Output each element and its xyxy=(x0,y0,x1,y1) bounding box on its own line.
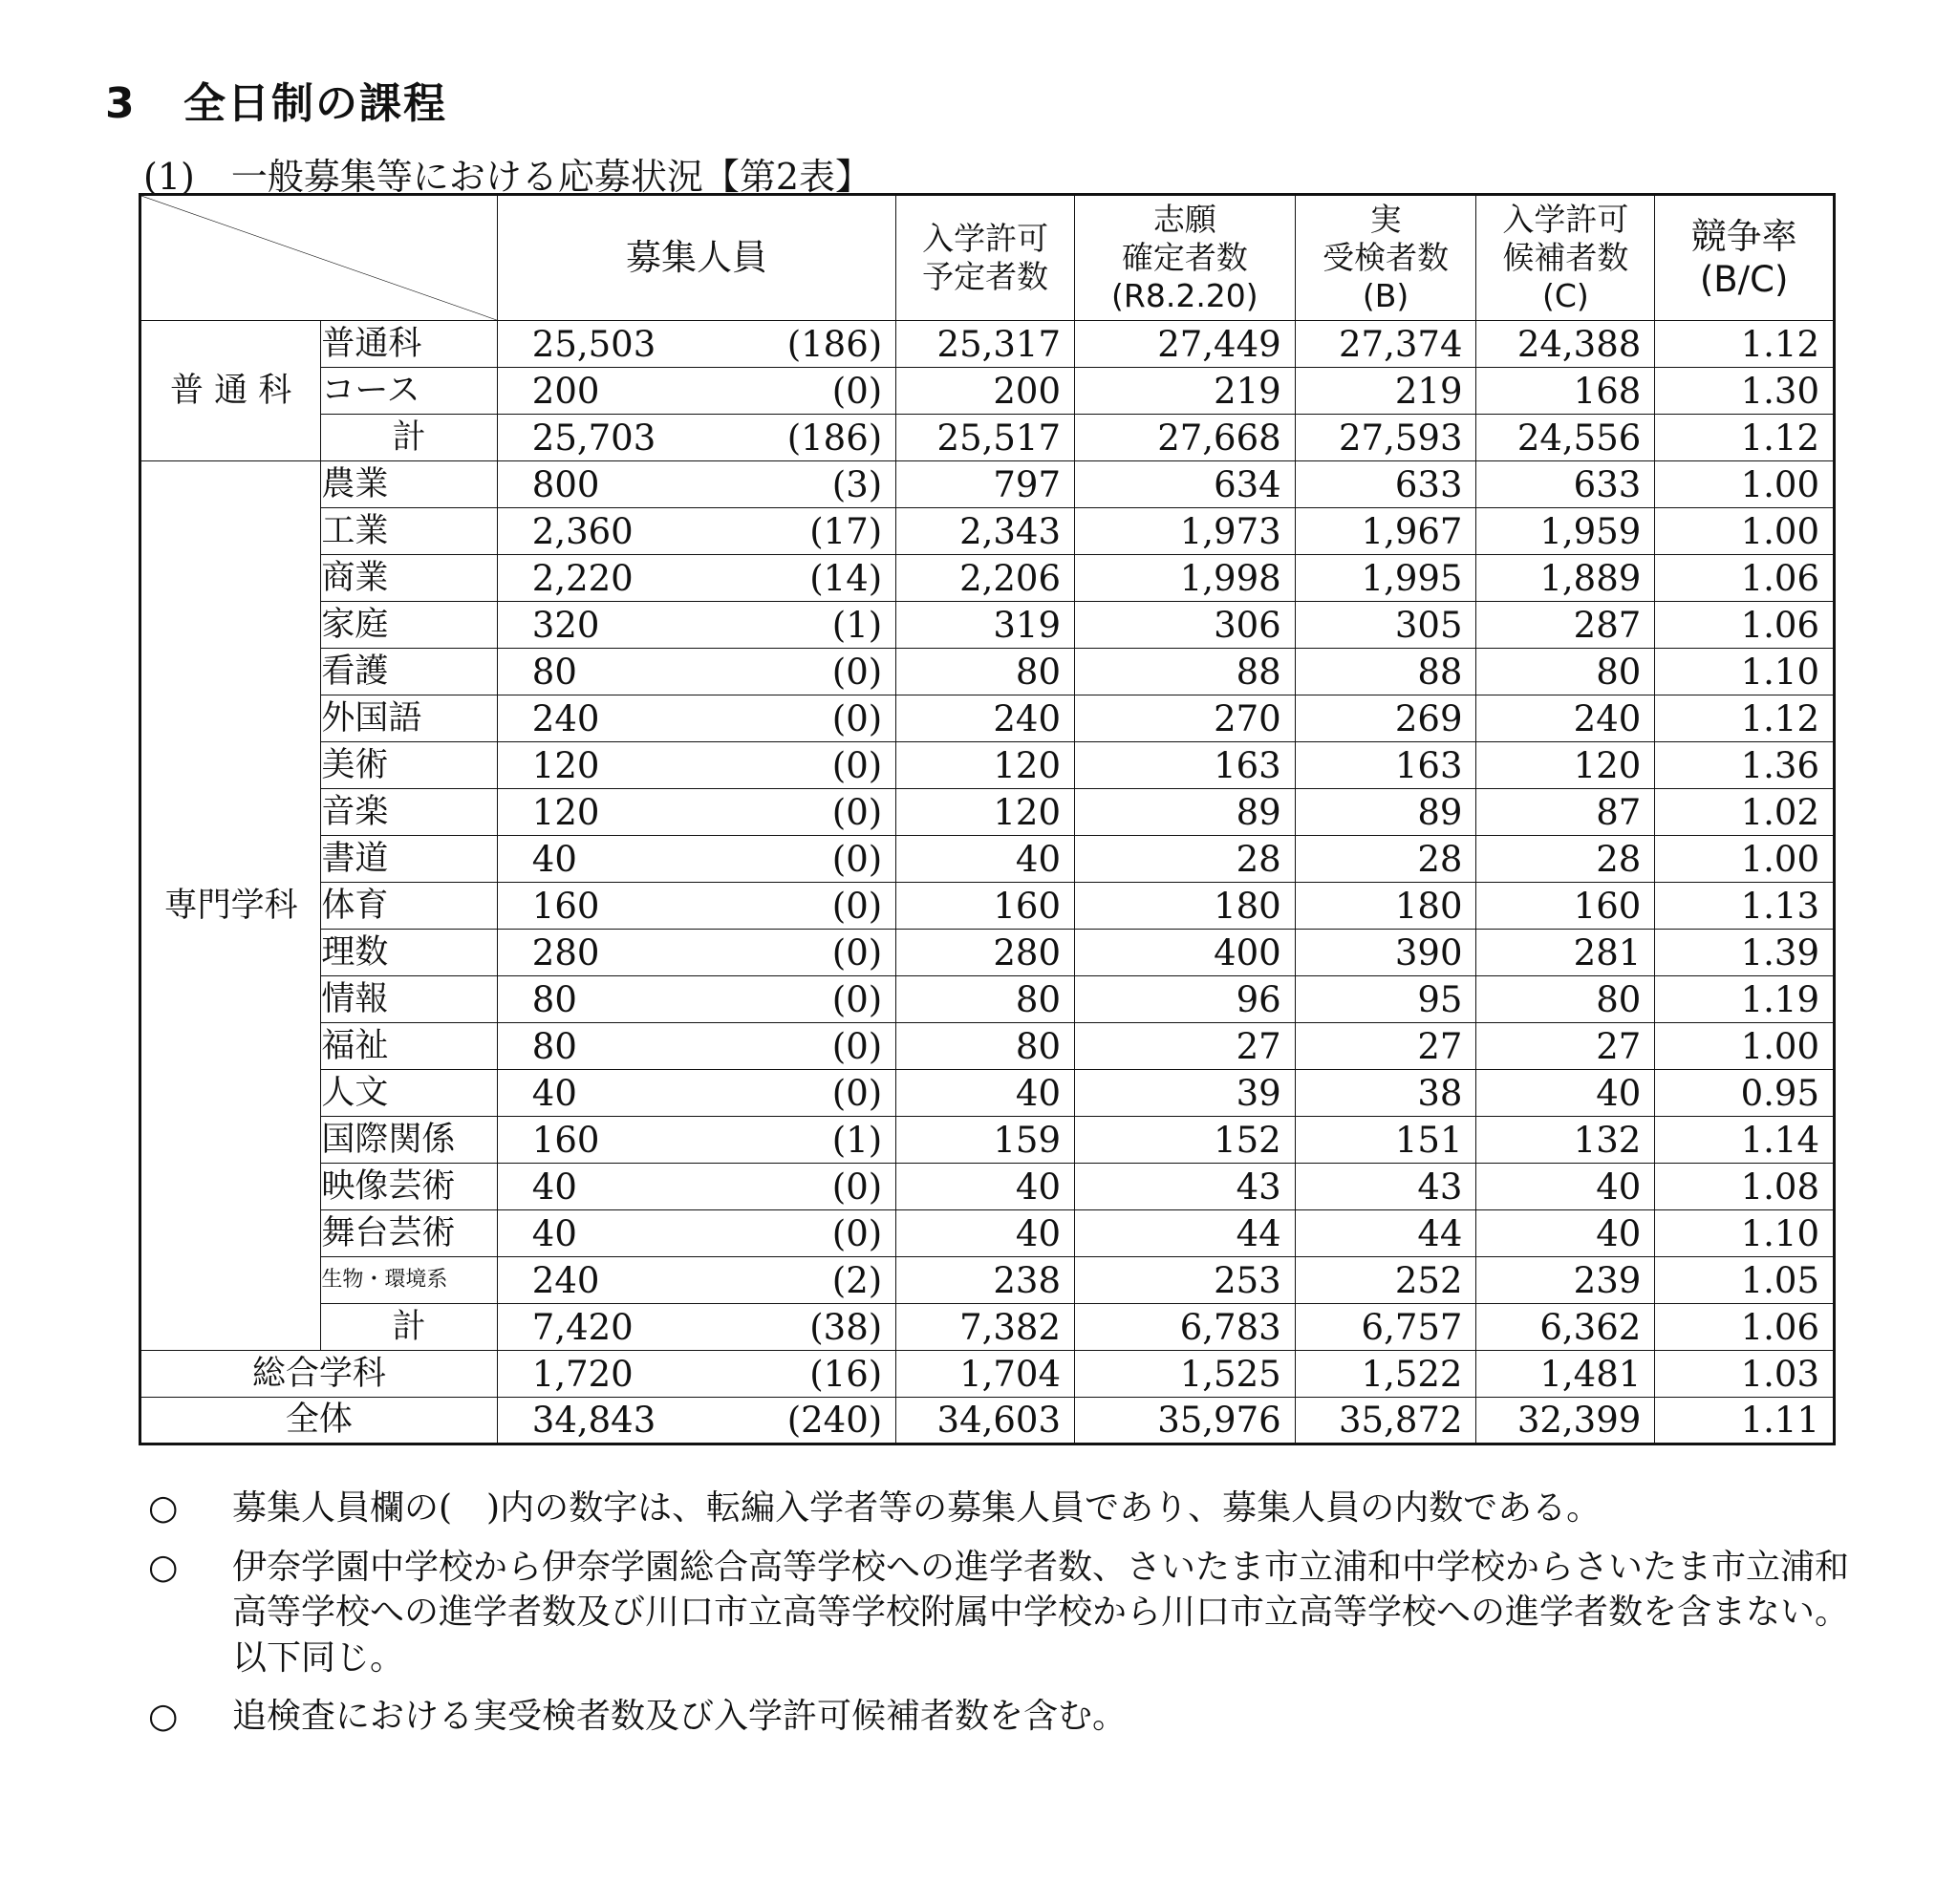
header-admit-planned-line1: 入学許可 xyxy=(922,219,1049,257)
transfer-value: (0) xyxy=(831,931,883,973)
cell-recruit xyxy=(497,461,895,508)
row-label: 商業 xyxy=(321,555,497,602)
cell-planned: 40 xyxy=(896,1070,1075,1117)
table-row xyxy=(140,1210,1835,1257)
cell-applicants: 27,449 xyxy=(1075,321,1296,368)
application-status-table xyxy=(139,193,1836,1445)
transfer-value: (0) xyxy=(831,370,883,412)
header-candidates xyxy=(1476,195,1655,321)
row-label: 国際関係 xyxy=(321,1117,497,1164)
cell-recruit xyxy=(497,508,895,555)
cell-recruit xyxy=(497,789,895,836)
header-recruit: 募集人員 xyxy=(497,195,895,321)
recruit-value: 25,703 xyxy=(531,417,656,459)
cell-recruit xyxy=(497,883,895,930)
section-number: 3 xyxy=(105,79,137,128)
cell-recruit xyxy=(497,976,895,1023)
cell-examinees: 95 xyxy=(1295,976,1476,1023)
cell-planned: 280 xyxy=(896,930,1075,976)
header-examinees-line2: 受検者数 xyxy=(1323,238,1450,276)
cell-examinees: 633 xyxy=(1295,461,1476,508)
note-item xyxy=(148,1545,1859,1681)
transfer-value: (0) xyxy=(831,838,883,880)
cell-recruit xyxy=(497,1023,895,1070)
table-subtitle: (1) 一般募集等における応募状況【第2表】 xyxy=(143,156,872,198)
cell-applicants: 1,973 xyxy=(1075,508,1296,555)
cell-applicants: 306 xyxy=(1075,602,1296,649)
cell-recruit xyxy=(497,1304,895,1351)
note-item xyxy=(148,1694,1859,1740)
cell-ratio: 1.30 xyxy=(1655,368,1835,415)
cell-examinees: 305 xyxy=(1295,602,1476,649)
cell-planned: 200 xyxy=(896,368,1075,415)
cell-recruit xyxy=(497,1351,895,1398)
note-mark: ○ xyxy=(148,1488,179,1528)
recruit-value: 7,420 xyxy=(531,1306,634,1348)
row-label: 計 xyxy=(321,415,497,461)
transfer-value: (240) xyxy=(786,1400,883,1441)
cell-candidates: 281 xyxy=(1476,930,1655,976)
cell-candidates: 239 xyxy=(1476,1257,1655,1304)
cell-candidates: 120 xyxy=(1476,742,1655,789)
row-label: 舞台芸術 xyxy=(321,1210,497,1257)
cell-examinees: 1,967 xyxy=(1295,508,1476,555)
cell-ratio: 1.06 xyxy=(1655,555,1835,602)
recruit-value: 40 xyxy=(531,1212,577,1254)
cell-planned: 240 xyxy=(896,695,1075,742)
table-row xyxy=(140,930,1835,976)
cell-examinees: 390 xyxy=(1295,930,1476,976)
cell-candidates: 1,481 xyxy=(1476,1351,1655,1398)
cell-applicants: 6,783 xyxy=(1075,1304,1296,1351)
recruit-value: 34,843 xyxy=(531,1400,656,1441)
row-label: 理数 xyxy=(321,930,497,976)
table-row xyxy=(140,976,1835,1023)
cell-candidates: 27 xyxy=(1476,1023,1655,1070)
transfer-value: (17) xyxy=(809,510,883,552)
cell-candidates: 32,399 xyxy=(1476,1398,1655,1444)
cell-recruit xyxy=(497,836,895,883)
recruit-value: 80 xyxy=(531,978,577,1020)
note-text: 募集人員欄の( )内の数字は、転編入学者等の募集人員であり、募集人員の内数である。 xyxy=(232,1488,1602,1528)
cell-examinees: 89 xyxy=(1295,789,1476,836)
table-row xyxy=(140,602,1835,649)
table-row xyxy=(140,321,1835,368)
recruit-value: 160 xyxy=(531,1119,600,1161)
cell-applicants: 253 xyxy=(1075,1257,1296,1304)
cell-planned: 2,343 xyxy=(896,508,1075,555)
cell-examinees: 163 xyxy=(1295,742,1476,789)
recruit-value: 240 xyxy=(531,697,600,739)
recruit-value: 25,503 xyxy=(531,323,656,365)
cell-ratio: 1.13 xyxy=(1655,883,1835,930)
table-row xyxy=(140,1164,1835,1210)
table-row xyxy=(140,789,1835,836)
transfer-value: (3) xyxy=(831,463,883,505)
header-ratio-line2: (B/C) xyxy=(1699,259,1789,300)
cell-applicants: 27,668 xyxy=(1075,415,1296,461)
cell-ratio: 1.12 xyxy=(1655,695,1835,742)
recruit-value: 2,360 xyxy=(531,510,634,552)
table-row xyxy=(140,555,1835,602)
cell-applicants: 1,998 xyxy=(1075,555,1296,602)
row-label: 書道 xyxy=(321,836,497,883)
cell-recruit xyxy=(497,1117,895,1164)
table-row xyxy=(140,415,1835,461)
cell-recruit xyxy=(497,321,895,368)
cell-candidates: 24,556 xyxy=(1476,415,1655,461)
cell-planned: 7,382 xyxy=(896,1304,1075,1351)
transfer-value: (0) xyxy=(831,697,883,739)
table-row xyxy=(140,368,1835,415)
section-title xyxy=(105,69,447,130)
transfer-value: (0) xyxy=(831,651,883,693)
cell-candidates: 1,959 xyxy=(1476,508,1655,555)
cell-examinees: 27,593 xyxy=(1295,415,1476,461)
cell-candidates: 40 xyxy=(1476,1164,1655,1210)
header-applicants-line1: 志願 xyxy=(1152,200,1216,238)
cell-candidates: 160 xyxy=(1476,883,1655,930)
cell-recruit xyxy=(497,1210,895,1257)
recruit-value: 160 xyxy=(531,885,600,927)
table-row xyxy=(140,1023,1835,1070)
row-label: 計 xyxy=(321,1304,497,1351)
cell-examinees: 1,995 xyxy=(1295,555,1476,602)
cell-ratio: 1.00 xyxy=(1655,461,1835,508)
cell-planned: 319 xyxy=(896,602,1075,649)
cell-candidates: 28 xyxy=(1476,836,1655,883)
recruit-value: 240 xyxy=(531,1259,600,1301)
table-row xyxy=(140,883,1835,930)
row-label: 普通科 xyxy=(321,321,497,368)
cell-recruit xyxy=(497,415,895,461)
table-row xyxy=(140,836,1835,883)
transfer-value: (0) xyxy=(831,791,883,833)
cell-recruit xyxy=(497,1070,895,1117)
note-item xyxy=(148,1486,1859,1531)
cell-ratio: 0.95 xyxy=(1655,1070,1835,1117)
cell-planned: 238 xyxy=(896,1257,1075,1304)
cell-candidates: 6,362 xyxy=(1476,1304,1655,1351)
cell-ratio: 1.36 xyxy=(1655,742,1835,789)
cell-applicants: 35,976 xyxy=(1075,1398,1296,1444)
header-ratio xyxy=(1655,195,1835,321)
cell-ratio: 1.00 xyxy=(1655,508,1835,555)
cell-ratio: 1.12 xyxy=(1655,415,1835,461)
row-label: 音楽 xyxy=(321,789,497,836)
cell-applicants: 96 xyxy=(1075,976,1296,1023)
cell-planned: 120 xyxy=(896,789,1075,836)
header-admit-planned-line2: 予定者数 xyxy=(922,258,1049,295)
cell-recruit xyxy=(497,602,895,649)
row-label: 農業 xyxy=(321,461,497,508)
cell-applicants: 270 xyxy=(1075,695,1296,742)
row-label: 総合学科 xyxy=(140,1351,498,1398)
cell-planned: 120 xyxy=(896,742,1075,789)
cell-candidates: 24,388 xyxy=(1476,321,1655,368)
cell-candidates: 287 xyxy=(1476,602,1655,649)
cell-candidates: 40 xyxy=(1476,1210,1655,1257)
transfer-value: (14) xyxy=(809,557,883,599)
transfer-value: (1) xyxy=(831,1119,883,1161)
header-candidates-line1: 入学許可 xyxy=(1502,200,1629,238)
cell-applicants: 27 xyxy=(1075,1023,1296,1070)
row-label: 体育 xyxy=(321,883,497,930)
cell-ratio: 1.39 xyxy=(1655,930,1835,976)
note-mark: ○ xyxy=(148,1697,179,1737)
cell-applicants: 43 xyxy=(1075,1164,1296,1210)
recruit-value: 320 xyxy=(531,604,600,646)
table-row xyxy=(140,1304,1835,1351)
row-label: 全体 xyxy=(140,1398,498,1444)
cell-planned: 40 xyxy=(896,1210,1075,1257)
cell-ratio: 1.08 xyxy=(1655,1164,1835,1210)
cell-planned: 25,317 xyxy=(896,321,1075,368)
note-mark: ○ xyxy=(148,1547,179,1587)
group-specialized: 専門学科 xyxy=(140,461,321,1351)
cell-applicants: 219 xyxy=(1075,368,1296,415)
table-row-combined xyxy=(140,1351,1835,1398)
cell-examinees: 6,757 xyxy=(1295,1304,1476,1351)
cell-planned: 80 xyxy=(896,976,1075,1023)
cell-planned: 40 xyxy=(896,1164,1075,1210)
recruit-value: 80 xyxy=(531,651,577,693)
row-label: 人文 xyxy=(321,1070,497,1117)
cell-planned: 160 xyxy=(896,883,1075,930)
header-applicants-line3: (R8.2.20) xyxy=(1111,277,1258,315)
cell-ratio: 1.10 xyxy=(1655,1210,1835,1257)
row-label: 福祉 xyxy=(321,1023,497,1070)
header-applicants xyxy=(1075,195,1296,321)
transfer-value: (38) xyxy=(809,1306,883,1348)
cell-planned: 797 xyxy=(896,461,1075,508)
cell-applicants: 634 xyxy=(1075,461,1296,508)
transfer-value: (0) xyxy=(831,885,883,927)
cell-candidates: 240 xyxy=(1476,695,1655,742)
cell-examinees: 269 xyxy=(1295,695,1476,742)
row-label: コース xyxy=(321,368,497,415)
cell-planned: 80 xyxy=(896,1023,1075,1070)
cell-ratio: 1.11 xyxy=(1655,1398,1835,1444)
transfer-value: (186) xyxy=(786,323,883,365)
table-row xyxy=(140,1257,1835,1304)
recruit-value: 120 xyxy=(531,791,600,833)
row-label: 家庭 xyxy=(321,602,497,649)
row-label: 映像芸術 xyxy=(321,1164,497,1210)
cell-applicants: 28 xyxy=(1075,836,1296,883)
cell-ratio: 1.00 xyxy=(1655,1023,1835,1070)
header-examinees-line3: (B) xyxy=(1362,277,1409,315)
cell-recruit xyxy=(497,1164,895,1210)
cell-planned: 25,517 xyxy=(896,415,1075,461)
header-applicants-line2: 確定者数 xyxy=(1121,238,1248,276)
cell-planned: 1,704 xyxy=(896,1351,1075,1398)
cell-planned: 34,603 xyxy=(896,1398,1075,1444)
cell-examinees: 35,872 xyxy=(1295,1398,1476,1444)
table-row xyxy=(140,742,1835,789)
recruit-value: 200 xyxy=(531,370,600,412)
cell-candidates: 168 xyxy=(1476,368,1655,415)
transfer-value: (0) xyxy=(831,1166,883,1208)
row-label: 美術 xyxy=(321,742,497,789)
transfer-value: (186) xyxy=(786,417,883,459)
cell-examinees: 44 xyxy=(1295,1210,1476,1257)
header-examinees xyxy=(1295,195,1476,321)
recruit-value: 2,220 xyxy=(531,557,634,599)
recruit-value: 80 xyxy=(531,1025,577,1067)
diagonal-corner-cell xyxy=(140,195,498,321)
table-row xyxy=(140,508,1835,555)
recruit-value: 800 xyxy=(531,463,600,505)
cell-examinees: 88 xyxy=(1295,649,1476,695)
cell-candidates: 80 xyxy=(1476,649,1655,695)
header-candidates-line2: 候補者数 xyxy=(1502,238,1629,276)
cell-candidates: 132 xyxy=(1476,1117,1655,1164)
cell-examinees: 1,522 xyxy=(1295,1351,1476,1398)
cell-planned: 2,206 xyxy=(896,555,1075,602)
cell-applicants: 400 xyxy=(1075,930,1296,976)
cell-recruit xyxy=(497,1398,895,1444)
cell-applicants: 1,525 xyxy=(1075,1351,1296,1398)
header-ratio-line1: 競争率 xyxy=(1690,215,1797,257)
cell-recruit xyxy=(497,649,895,695)
recruit-value: 280 xyxy=(531,931,600,973)
cell-applicants: 163 xyxy=(1075,742,1296,789)
cell-planned: 159 xyxy=(896,1117,1075,1164)
recruit-value: 40 xyxy=(531,838,577,880)
cell-examinees: 28 xyxy=(1295,836,1476,883)
header-candidates-line3: (C) xyxy=(1541,277,1589,315)
cell-recruit xyxy=(497,695,895,742)
table-row xyxy=(140,1117,1835,1164)
header-admit-planned xyxy=(896,195,1075,321)
header-examinees-line1: 実 xyxy=(1369,200,1402,238)
transfer-value: (0) xyxy=(831,744,883,786)
table-row xyxy=(140,1070,1835,1117)
cell-examinees: 27 xyxy=(1295,1023,1476,1070)
cell-planned: 80 xyxy=(896,649,1075,695)
cell-ratio: 1.05 xyxy=(1655,1257,1835,1304)
header-row xyxy=(140,195,1835,321)
cell-applicants: 88 xyxy=(1075,649,1296,695)
cell-examinees: 180 xyxy=(1295,883,1476,930)
recruit-value: 40 xyxy=(531,1166,577,1208)
cell-applicants: 44 xyxy=(1075,1210,1296,1257)
diagonal-line xyxy=(141,196,497,320)
cell-examinees: 151 xyxy=(1295,1117,1476,1164)
cell-examinees: 43 xyxy=(1295,1164,1476,1210)
cell-ratio: 1.19 xyxy=(1655,976,1835,1023)
table-row xyxy=(140,695,1835,742)
cell-applicants: 89 xyxy=(1075,789,1296,836)
table-row xyxy=(140,461,1835,508)
cell-examinees: 219 xyxy=(1295,368,1476,415)
transfer-value: (0) xyxy=(831,978,883,1020)
transfer-value: (0) xyxy=(831,1212,883,1254)
cell-planned: 40 xyxy=(896,836,1075,883)
cell-applicants: 180 xyxy=(1075,883,1296,930)
cell-candidates: 87 xyxy=(1476,789,1655,836)
group-general: 普 通 科 xyxy=(140,321,321,461)
section-heading: 全日制の課程 xyxy=(183,79,447,128)
table-row-total xyxy=(140,1398,1835,1444)
recruit-value: 120 xyxy=(531,744,600,786)
cell-ratio: 1.02 xyxy=(1655,789,1835,836)
row-label: 情報 xyxy=(321,976,497,1023)
cell-ratio: 1.00 xyxy=(1655,836,1835,883)
cell-candidates: 633 xyxy=(1476,461,1655,508)
recruit-value: 1,720 xyxy=(531,1353,634,1395)
cell-examinees: 252 xyxy=(1295,1257,1476,1304)
cell-ratio: 1.06 xyxy=(1655,602,1835,649)
transfer-value: (0) xyxy=(831,1072,883,1114)
transfer-value: (0) xyxy=(831,1025,883,1067)
transfer-value: (2) xyxy=(831,1259,883,1301)
cell-candidates: 80 xyxy=(1476,976,1655,1023)
row-label: 生物・環境系 xyxy=(321,1257,497,1304)
cell-recruit xyxy=(497,930,895,976)
cell-examinees: 27,374 xyxy=(1295,321,1476,368)
cell-candidates: 40 xyxy=(1476,1070,1655,1117)
cell-ratio: 1.03 xyxy=(1655,1351,1835,1398)
row-label: 工業 xyxy=(321,508,497,555)
cell-ratio: 1.10 xyxy=(1655,649,1835,695)
cell-recruit xyxy=(497,1257,895,1304)
recruit-value: 40 xyxy=(531,1072,577,1114)
row-label: 外国語 xyxy=(321,695,497,742)
cell-ratio: 1.06 xyxy=(1655,1304,1835,1351)
transfer-value: (1) xyxy=(831,604,883,646)
notes xyxy=(148,1486,1859,1753)
cell-recruit xyxy=(497,368,895,415)
transfer-value: (16) xyxy=(809,1353,883,1395)
cell-ratio: 1.14 xyxy=(1655,1117,1835,1164)
cell-recruit xyxy=(497,555,895,602)
cell-applicants: 152 xyxy=(1075,1117,1296,1164)
cell-recruit xyxy=(497,742,895,789)
table-row xyxy=(140,649,1835,695)
cell-candidates: 1,889 xyxy=(1476,555,1655,602)
cell-ratio: 1.12 xyxy=(1655,321,1835,368)
note-text: 伊奈学園中学校から伊奈学園総合高等学校への進学者数、さいたま市立浦和中学校からさいたま市立浦和高等学校への進学者数及び川口市立高等学校附属中学校から川口市立高等学校への進学者数を含まない。以下同じ。 xyxy=(232,1547,1850,1678)
row-label: 看護 xyxy=(321,649,497,695)
note-text: 追検査における実受検者数及び入学許可候補者数を含む。 xyxy=(232,1697,1128,1737)
cell-examinees: 38 xyxy=(1295,1070,1476,1117)
cell-applicants: 39 xyxy=(1075,1070,1296,1117)
